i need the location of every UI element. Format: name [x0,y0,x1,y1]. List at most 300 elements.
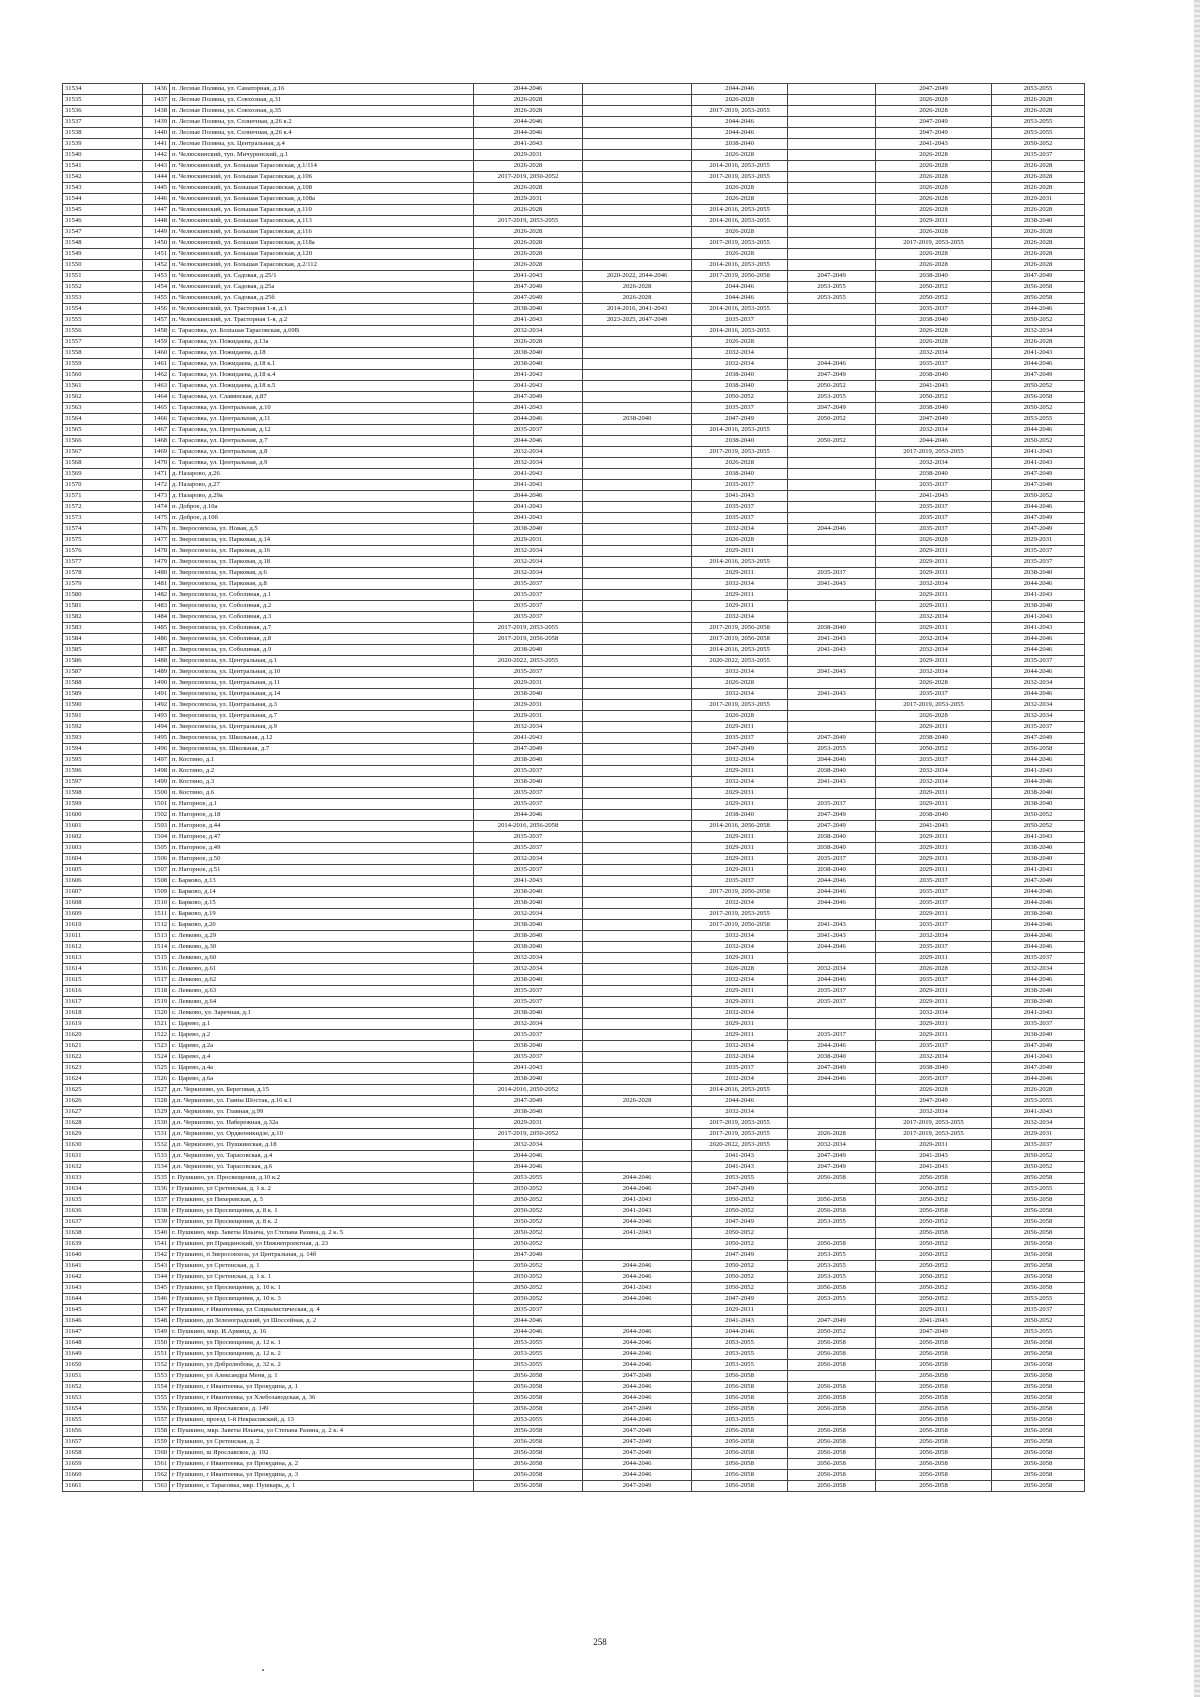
period-cell-5: 2056-2058 [875,1349,991,1360]
period-cell-2: 2041-2043 [583,1206,692,1217]
period-cell-1: 2026-2028 [474,95,583,106]
period-cell-3: 2020-2022, 2053-2055 [692,656,788,667]
period-cell-2 [583,568,692,579]
period-cell-5: 2017-2019, 2053-2055 [875,1129,991,1140]
period-cell-2 [583,1162,692,1173]
table-row [63,414,1085,425]
house-number-cell: 1499 [142,777,169,788]
table-row [63,634,1085,645]
period-cell-4: 2050-2052 [788,436,876,447]
period-cell-4 [788,348,876,359]
house-number-cell: 1534 [142,1162,169,1173]
period-cell-2 [583,854,692,865]
period-cell-3: 2038-2040 [692,810,788,821]
period-cell-6: 2038-2040 [992,1030,1085,1041]
address-cell: с. Тарасовка, ул. Центральная, д.9 [170,458,474,469]
table-row [63,117,1085,128]
period-cell-5: 2038-2040 [875,403,991,414]
period-cell-3: 2032-2034 [692,667,788,678]
period-cell-3: 2032-2034 [692,931,788,942]
period-cell-3: 2017-2019, 2053-2055 [692,172,788,183]
period-cell-1: 2044-2046 [474,436,583,447]
period-cell-2: 2044-2046 [583,1294,692,1305]
period-cell-2 [583,370,692,381]
address-cell: п. Зверосовхоза, ул. Центральная, д.11 [170,678,474,689]
period-cell-6: 2044-2046 [992,975,1085,986]
house-number-cell: 1525 [142,1063,169,1074]
table-row [63,249,1085,260]
row-id-cell: 31572 [63,502,143,513]
period-cell-1: 2038-2040 [474,1074,583,1085]
period-cell-3: 2026-2028 [692,95,788,106]
house-number-cell: 1532 [142,1140,169,1151]
period-cell-6: 2032-2034 [992,1118,1085,1129]
table-row [63,293,1085,304]
period-cell-5: 2032-2034 [875,1052,991,1063]
period-cell-2 [583,612,692,623]
period-cell-2 [583,1085,692,1096]
period-cell-5: 2029-2031 [875,909,991,920]
period-cell-5: 2038-2040 [875,315,991,326]
row-id-cell: 31658 [63,1448,143,1459]
row-id-cell: 31583 [63,623,143,634]
house-number-cell: 1478 [142,546,169,557]
period-cell-4 [788,1019,876,1030]
house-number-cell: 1494 [142,722,169,733]
period-cell-3: 2020-2022, 2053-2055 [692,1140,788,1151]
period-cell-3: 2056-2058 [692,1459,788,1470]
period-cell-6: 2038-2040 [992,568,1085,579]
table-row [63,909,1085,920]
period-cell-6: 2032-2034 [992,326,1085,337]
table-row [63,381,1085,392]
period-cell-1: 2050-2052 [474,1261,583,1272]
address-cell: п. Челюскинский, ул. Большая Тарасовская, д.106 [170,172,474,183]
row-id-cell: 31571 [63,491,143,502]
period-cell-2 [583,447,692,458]
period-cell-6: 2056-2058 [992,282,1085,293]
row-id-cell: 31586 [63,656,143,667]
period-cell-1: 2017-2019, 2053-2055 [474,623,583,634]
house-number-cell: 1550 [142,1338,169,1349]
house-number-cell: 1439 [142,117,169,128]
house-number-cell: 1510 [142,898,169,909]
period-cell-6: 2044-2046 [992,898,1085,909]
period-cell-4 [788,117,876,128]
address-cell: д.п. Черкизово, ул. Тарасовская, д.4 [170,1151,474,1162]
house-number-cell: 1468 [142,436,169,447]
house-number-cell: 1537 [142,1195,169,1206]
period-cell-3: 2047-2049 [692,1294,788,1305]
period-cell-2: 2041-2043 [583,1283,692,1294]
table-row [63,315,1085,326]
table-row [63,469,1085,480]
period-cell-5: 2035-2037 [875,920,991,931]
row-id-cell: 31585 [63,645,143,656]
address-cell: г Пушкино, ул Просвещения, д. 10 к. 3 [170,1294,474,1305]
period-cell-4 [788,447,876,458]
period-cell-2 [583,84,692,95]
row-id-cell: 31560 [63,370,143,381]
period-cell-6: 2041-2043 [992,832,1085,843]
period-cell-4: 2038-2040 [788,865,876,876]
period-cell-1: 2047-2049 [474,1250,583,1261]
row-id-cell: 31534 [63,84,143,95]
period-cell-4 [788,194,876,205]
period-cell-5: 2056-2058 [875,1360,991,1371]
period-cell-3: 2035-2037 [692,513,788,524]
period-cell-2 [583,964,692,975]
period-cell-5: 2026-2028 [875,194,991,205]
table-row [63,1283,1085,1294]
address-cell: п. Нагорное, д.44 [170,821,474,832]
house-number-cell: 1485 [142,623,169,634]
address-cell: п. Челюскинский, ул. Большая Тарасовская, д.110 [170,205,474,216]
period-cell-5: 2017-2019, 2053-2055 [875,1118,991,1129]
row-id-cell: 31574 [63,524,143,535]
house-number-cell: 1547 [142,1305,169,1316]
house-number-cell: 1512 [142,920,169,931]
table-row [63,491,1085,502]
house-number-cell: 1488 [142,656,169,667]
period-cell-1: 2014-2016, 2050-2052 [474,1085,583,1096]
table-row [63,1360,1085,1371]
period-cell-4 [788,700,876,711]
row-id-cell: 31593 [63,733,143,744]
period-cell-5: 2017-2019, 2053-2055 [875,238,991,249]
row-id-cell: 31610 [63,920,143,931]
house-number-cell: 1447 [142,205,169,216]
table-row [63,194,1085,205]
house-number-cell: 1524 [142,1052,169,1063]
period-cell-2: 2047-2049 [583,1404,692,1415]
period-cell-4: 2044-2046 [788,1074,876,1085]
period-cell-4: 2041-2043 [788,667,876,678]
period-cell-6: 2056-2058 [992,1393,1085,1404]
period-cell-2 [583,876,692,887]
period-cell-5: 2047-2049 [875,84,991,95]
house-number-cell: 1457 [142,315,169,326]
period-cell-2 [583,392,692,403]
address-cell: п. Челюскинский, ул. Большая Тарасовская, д.2/112 [170,260,474,271]
period-cell-6: 2044-2046 [992,634,1085,645]
period-cell-4 [788,1008,876,1019]
period-cell-5: 2029-2031 [875,1030,991,1041]
row-id-cell: 31611 [63,931,143,942]
period-cell-3: 2053-2055 [692,1415,788,1426]
period-cell-5: 2029-2031 [875,216,991,227]
period-cell-5: 2029-2031 [875,656,991,667]
period-cell-1: 2029-2031 [474,1118,583,1129]
period-cell-4: 2047-2049 [788,810,876,821]
period-cell-2 [583,183,692,194]
period-cell-1: 2035-2037 [474,997,583,1008]
period-cell-5: 2026-2028 [875,249,991,260]
table-row [63,271,1085,282]
period-cell-3: 2029-2031 [692,722,788,733]
period-cell-2 [583,953,692,964]
period-cell-4: 2041-2043 [788,931,876,942]
period-cell-5: 2026-2028 [875,161,991,172]
period-cell-6: 2026-2028 [992,205,1085,216]
house-number-cell: 1484 [142,612,169,623]
period-cell-2: 2044-2046 [583,1459,692,1470]
row-id-cell: 31608 [63,898,143,909]
period-cell-6: 2038-2040 [992,909,1085,920]
row-id-cell: 31543 [63,183,143,194]
period-cell-4 [788,150,876,161]
period-cell-2 [583,502,692,513]
period-cell-2 [583,1129,692,1140]
period-cell-1: 2026-2028 [474,238,583,249]
address-cell: г Пушкино, ул Сретенская, д. 2 [170,1437,474,1448]
period-cell-3: 2014-2016, 2053-2055 [692,161,788,172]
period-cell-4: 2056-2058 [788,1470,876,1481]
row-id-cell: 31598 [63,788,143,799]
period-cell-3: 2029-2031 [692,953,788,964]
period-cell-6: 2038-2040 [992,986,1085,997]
address-cell: п. Зверосовхоза, ул. Соболиная, д.3 [170,612,474,623]
period-cell-2 [583,348,692,359]
period-cell-6: 2053-2055 [992,1294,1085,1305]
period-cell-4 [788,337,876,348]
period-cell-3: 2026-2028 [692,458,788,469]
period-cell-5: 2056-2058 [875,1404,991,1415]
period-cell-1: 2026-2028 [474,260,583,271]
period-cell-3: 2029-2031 [692,832,788,843]
address-cell: п. Челюскинский, ул. Трасторная 1-я, д.2 [170,315,474,326]
period-cell-3: 2050-2052 [692,1228,788,1239]
period-cell-1: 2032-2034 [474,722,583,733]
house-number-cell: 1469 [142,447,169,458]
period-cell-5: 2017-2019, 2053-2055 [875,700,991,711]
row-id-cell: 31577 [63,557,143,568]
house-number-cell: 1548 [142,1316,169,1327]
period-cell-1: 2044-2046 [474,84,583,95]
period-cell-3: 2044-2046 [692,1096,788,1107]
period-cell-1: 2038-2040 [474,755,583,766]
period-cell-2: 2023-2025, 2047-2049 [583,315,692,326]
period-cell-3: 2035-2037 [692,315,788,326]
period-cell-6: 2056-2058 [992,1415,1085,1426]
period-cell-5: 2029-2031 [875,1140,991,1151]
period-cell-1: 2047-2049 [474,392,583,403]
period-cell-4: 2041-2043 [788,920,876,931]
period-cell-4: 2053-2055 [788,1272,876,1283]
period-cell-2 [583,678,692,689]
period-cell-2 [583,832,692,843]
period-cell-6: 2032-2034 [992,700,1085,711]
period-cell-6: 2047-2049 [992,370,1085,381]
period-cell-4: 2056-2058 [788,1360,876,1371]
period-cell-5: 2056-2058 [875,1393,991,1404]
table-row [63,975,1085,986]
row-id-cell: 31565 [63,425,143,436]
period-cell-3: 2029-2031 [692,601,788,612]
table-row [63,172,1085,183]
row-id-cell: 31637 [63,1217,143,1228]
row-id-cell: 31582 [63,612,143,623]
period-cell-6: 2050-2052 [992,1151,1085,1162]
period-cell-4 [788,601,876,612]
row-id-cell: 31650 [63,1360,143,1371]
period-cell-3: 2017-2019, 2053-2055 [692,700,788,711]
period-cell-3: 2014-2016, 2053-2055 [692,326,788,337]
address-cell: п. Нагорное, д.51 [170,865,474,876]
table-row [63,524,1085,535]
period-cell-1: 2041-2043 [474,315,583,326]
period-cell-4: 2044-2046 [788,359,876,370]
row-id-cell: 31606 [63,876,143,887]
period-cell-5: 2017-2019, 2053-2055 [875,447,991,458]
period-cell-3: 2032-2034 [692,942,788,953]
period-cell-2 [583,810,692,821]
period-cell-3: 2038-2040 [692,381,788,392]
period-cell-1: 2029-2031 [474,700,583,711]
period-cell-4 [788,304,876,315]
row-id-cell: 31648 [63,1338,143,1349]
house-number-cell: 1519 [142,997,169,1008]
period-cell-3: 2026-2028 [692,249,788,260]
period-cell-3: 2032-2034 [692,1107,788,1118]
period-cell-2 [583,139,692,150]
address-cell: д.п. Черкизово, ул. Набережная, д.32а [170,1118,474,1129]
period-cell-5: 2047-2049 [875,414,991,425]
period-cell-3: 2014-2016, 2053-2055 [692,645,788,656]
period-cell-1: 2038-2040 [474,887,583,898]
period-cell-1: 2056-2058 [474,1459,583,1470]
row-id-cell: 31639 [63,1239,143,1250]
address-cell: г. Пушкино, мкр. И.Армянд, д. 16 [170,1327,474,1338]
period-cell-1: 2050-2052 [474,1195,583,1206]
period-cell-1: 2014-2016, 2056-2058 [474,821,583,832]
period-cell-6: 2053-2055 [992,1096,1085,1107]
row-id-cell: 31563 [63,403,143,414]
period-cell-2 [583,656,692,667]
house-number-cell: 1516 [142,964,169,975]
period-cell-6: 2038-2040 [992,799,1085,810]
address-cell: с. Барково, д.15 [170,898,474,909]
period-cell-1: 2044-2046 [474,117,583,128]
period-cell-5: 2035-2037 [875,942,991,953]
period-cell-2 [583,909,692,920]
house-number-cell: 1456 [142,304,169,315]
period-cell-1: 2035-2037 [474,788,583,799]
address-cell: д.п. Черкизово, ул. Гаяны Шостак, д.16 к.1 [170,1096,474,1107]
table-row [63,623,1085,634]
period-cell-3: 2035-2037 [692,876,788,887]
house-number-cell: 1451 [142,249,169,260]
house-number-cell: 1452 [142,260,169,271]
period-cell-6: 2050-2052 [992,821,1085,832]
table-row [63,238,1085,249]
period-cell-6: 2038-2040 [992,843,1085,854]
row-id-cell: 31553 [63,293,143,304]
period-cell-5: 2056-2058 [875,1382,991,1393]
table-row [63,1195,1085,1206]
period-cell-6: 2050-2052 [992,491,1085,502]
period-cell-3: 2026-2028 [692,964,788,975]
period-cell-4: 2053-2055 [788,293,876,304]
period-cell-5: 2035-2037 [875,689,991,700]
table-row [63,1162,1085,1173]
address-cell: с. Царево, д.4а [170,1063,474,1074]
period-cell-3: 2047-2049 [692,1250,788,1261]
period-cell-6: 2056-2058 [992,293,1085,304]
period-cell-6: 2050-2052 [992,436,1085,447]
table-row [63,546,1085,557]
row-id-cell: 31616 [63,986,143,997]
row-id-cell: 31579 [63,579,143,590]
table-row [63,1349,1085,1360]
house-number-cell: 1487 [142,645,169,656]
table-row [63,964,1085,975]
period-cell-4: 2053-2055 [788,282,876,293]
period-cell-1: 2026-2028 [474,249,583,260]
period-cell-4: 2056-2058 [788,1459,876,1470]
table-row [63,876,1085,887]
period-cell-1: 2032-2034 [474,458,583,469]
house-number-cell: 1560 [142,1448,169,1459]
address-cell: с. Тарасовка, ул. Пожидаева, д.18 к.4 [170,370,474,381]
period-cell-2: 2047-2049 [583,1448,692,1459]
period-cell-3: 2056-2058 [692,1393,788,1404]
period-cell-1: 2041-2043 [474,513,583,524]
period-cell-2 [583,942,692,953]
period-cell-1: 2056-2058 [474,1404,583,1415]
row-id-cell: 31660 [63,1470,143,1481]
row-id-cell: 31539 [63,139,143,150]
row-id-cell: 31555 [63,315,143,326]
period-cell-3: 2026-2028 [692,150,788,161]
period-cell-1: 2041-2043 [474,403,583,414]
address-cell: п. Лесные Поляны, ул. Центральная, д.4 [170,139,474,150]
period-cell-6: 2044-2046 [992,777,1085,788]
period-cell-2 [583,1052,692,1063]
period-cell-4: 2044-2046 [788,887,876,898]
period-cell-4 [788,425,876,436]
period-cell-6: 2035-2037 [992,557,1085,568]
address-cell: с. Тарасовка, ул. Пожидаева, д.18 к.1 [170,359,474,370]
address-cell: г Пушкино, г Ивантеевка, ул Прокудина, д. 3 [170,1470,474,1481]
house-number-cell: 1545 [142,1283,169,1294]
period-cell-6: 2044-2046 [992,942,1085,953]
period-cell-1: 2035-2037 [474,766,583,777]
period-cell-3: 2029-2031 [692,843,788,854]
table-row [63,1470,1085,1481]
row-id-cell: 31656 [63,1426,143,1437]
period-cell-4 [788,656,876,667]
period-cell-1: 2044-2046 [474,1316,583,1327]
period-cell-4 [788,315,876,326]
address-cell: п. Нагорное, д.47 [170,832,474,843]
period-cell-2 [583,436,692,447]
address-cell: г Пушкино, с Тарасовка, мкр. Пушкарь, д. 1 [170,1481,474,1492]
period-cell-6: 2026-2028 [992,249,1085,260]
house-number-cell: 1563 [142,1481,169,1492]
period-cell-1: 2044-2046 [474,128,583,139]
row-id-cell: 31537 [63,117,143,128]
house-number-cell: 1450 [142,238,169,249]
period-cell-1: 2041-2043 [474,480,583,491]
period-cell-5: 2032-2034 [875,1107,991,1118]
address-cell: с. Левково, д.62 [170,975,474,986]
period-cell-3: 2017-2019, 2053-2055 [692,1118,788,1129]
period-cell-5: 2050-2052 [875,1239,991,1250]
period-cell-1: 2056-2058 [474,1426,583,1437]
period-cell-2 [583,931,692,942]
period-cell-1: 2032-2034 [474,546,583,557]
